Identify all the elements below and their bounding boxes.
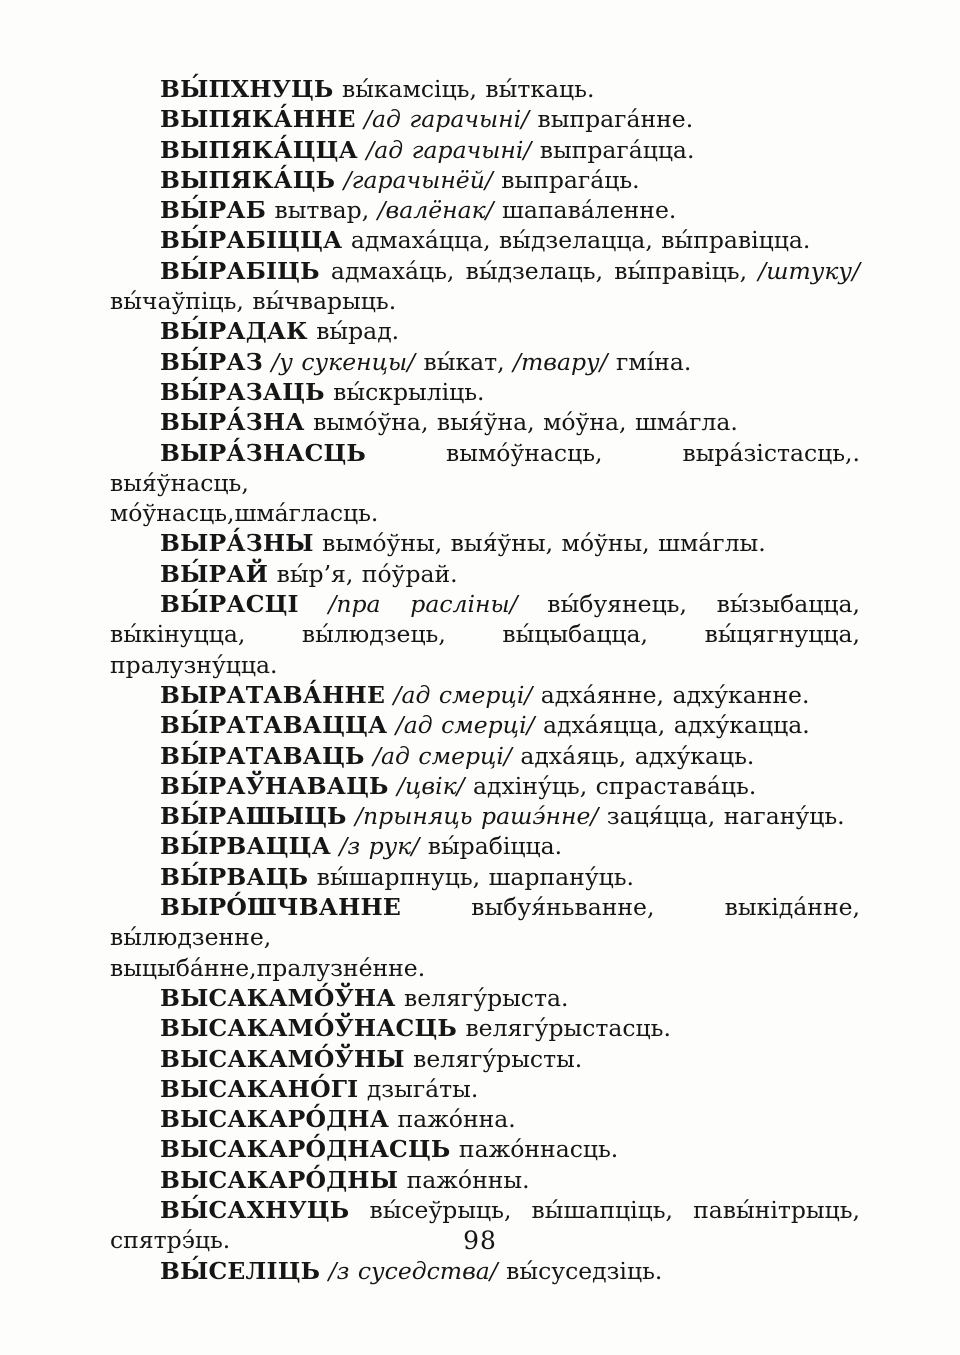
dictionary-entry — [110, 983, 860, 1013]
dictionary-entry — [110, 831, 860, 861]
definition-text: вымо́ўны, выя́ўны, мо́ўны, шма́глы. — [313, 529, 766, 558]
dictionary-entry — [110, 104, 860, 134]
entry-line — [110, 710, 860, 740]
headword: ВЫРА́ЗНА — [160, 408, 305, 437]
dictionary-entry — [110, 1165, 860, 1195]
headword: ВЫ́РАЗАЦЬ — [160, 377, 325, 406]
definition-text: вы́буянець, вы́зыбацца, — [517, 590, 860, 619]
headword: ВЫ́РАТАВАЦЬ — [160, 741, 365, 770]
headword: ВЫ́РАДАК — [160, 317, 308, 346]
entry-line — [110, 195, 860, 225]
dictionary-entry — [110, 316, 860, 346]
dictionary-entry — [110, 74, 860, 104]
definition-text: спятрэ́ць. — [110, 1226, 231, 1255]
dictionary-entry — [110, 377, 860, 407]
page-number: 98 — [463, 1226, 497, 1255]
headword: ВЫ́РАЎНАВАЦЬ — [160, 771, 389, 800]
definition-text: адха́яцца, адху́кацца. — [534, 711, 810, 740]
entry-line — [110, 316, 860, 346]
entry-line — [110, 104, 860, 134]
entry-line — [110, 831, 860, 861]
dictionary-entry — [110, 1013, 860, 1043]
usage-context: /у сукенцы/ — [262, 347, 416, 376]
entry-line — [110, 1044, 860, 1074]
headword: ВЫСАКАМО́ЎНАСЦЬ — [160, 1014, 457, 1043]
entry-line — [110, 983, 860, 1013]
entry-line — [110, 225, 860, 255]
entry-line — [110, 407, 860, 437]
definition-text: велягу́рыста. — [395, 983, 569, 1012]
usage-context: /прыняць рашэ́нне/ — [346, 802, 599, 831]
entry-line — [110, 286, 860, 316]
definition-text: вы́сеўрыць, вы́шапціць, павы́нітрыць, — [349, 1195, 860, 1224]
definition-text: адха́янне, адху́канне. — [532, 680, 810, 709]
dictionary-entry — [110, 559, 860, 589]
dictionary-entry — [110, 165, 860, 195]
definition-text: вымо́ўнасць, выра́зістасць,. выя́ўнасць, — [110, 438, 860, 497]
dictionary-entry — [110, 1256, 860, 1286]
headword: ВЫПЯКА́ЦЦА — [160, 135, 358, 164]
usage-context: /штуку/ — [747, 256, 860, 285]
definition-text: адхіну́ць, спрастава́ць. — [464, 771, 757, 800]
usage-context: /ад гарачыні/ — [355, 105, 530, 134]
headword: ВЫ́РАШЫЦЬ — [160, 802, 347, 831]
entry-line — [110, 165, 860, 195]
definition-text: гмі́на. — [607, 347, 692, 376]
definition-text: вы́р’я, по́ўрай. — [268, 559, 458, 588]
usage-context: /гарачынёй/ — [335, 165, 493, 194]
headword: ВЫ́РАСЦІ — [160, 590, 299, 619]
definition-text: вы́камсіць, вы́ткаць. — [333, 75, 595, 103]
definition-text: вымо́ўна, выя́ўна, мо́ўна, шма́гла. — [304, 408, 738, 437]
headword: ВЫРО́ШЧВАННЕ — [160, 893, 402, 922]
definition-text: заця́цца, нагану́ць. — [598, 802, 845, 831]
usage-context: /ад смерці/ — [364, 741, 512, 770]
definition-text: адмаха́цца, вы́дзелацца, вы́правіцца. — [342, 226, 811, 255]
headword: ВЫ́РАБІЦЬ — [160, 256, 320, 285]
entry-line — [110, 528, 860, 558]
usage-context: /валёнак/ — [369, 196, 494, 225]
definition-text: вы́чаўпіць, вы́чварыць. — [110, 287, 397, 316]
dictionary-entry — [110, 407, 860, 437]
dictionary-entry — [110, 1074, 860, 1104]
dictionary-entry — [110, 135, 860, 165]
entry-line — [110, 559, 860, 589]
entry-line — [110, 377, 860, 407]
definition-text: вы́рад. — [307, 317, 400, 346]
entry-line — [110, 1134, 860, 1164]
dictionary-entry — [110, 347, 860, 377]
dictionary-entry — [110, 892, 860, 983]
definition-text: выпрага́цца. — [531, 135, 695, 164]
headword: ВЫСАКАРО́ДНЫ — [160, 1165, 399, 1194]
headword: ВЫРА́ЗНЫ — [160, 529, 314, 558]
definition-text: вы́скрыліць. — [324, 377, 485, 406]
entry-line — [110, 862, 860, 892]
headword: ВЫ́РАЙ — [160, 559, 269, 588]
usage-context: /цвік/ — [388, 771, 465, 800]
headword: ВЫРА́ЗНАСЦЬ — [160, 438, 367, 467]
dictionary-entry — [110, 1104, 860, 1134]
definition-text: адха́яць, адху́каць. — [511, 741, 755, 770]
headword: ВЫПЯКА́ННЕ — [160, 105, 356, 134]
entry-line — [110, 741, 860, 771]
entry-line — [110, 619, 860, 680]
headword: ВЫ́РАТАВАЦЦА — [160, 711, 388, 740]
entry-line — [110, 892, 860, 953]
entry-line — [110, 256, 860, 286]
entry-line — [110, 801, 860, 831]
definition-text: вы́шарпнуць, шарпану́ць. — [308, 862, 635, 891]
definition-text: выцыба́нне,пралузне́нне. — [110, 953, 426, 982]
entry-line — [110, 1195, 860, 1225]
headword: ВЫ́САХНУЦЬ — [160, 1195, 350, 1224]
definition-text: выбуя́ньванне, выкіда́нне, вы́людзенне, — [110, 893, 860, 952]
usage-context: /пра расліны/ — [298, 590, 518, 619]
headword: ВЫСАКАРО́ДНА — [160, 1105, 390, 1134]
dictionary-entry — [110, 862, 860, 892]
definition-text: пажо́нна. — [389, 1105, 516, 1134]
definition-text: вы́суседзіць. — [497, 1256, 663, 1285]
dictionary-entry — [110, 801, 860, 831]
entry-line — [110, 1104, 860, 1134]
headword: ВЫПЯКА́ЦЬ — [160, 165, 336, 194]
dictionary-entry — [110, 1044, 860, 1074]
entry-line — [110, 135, 860, 165]
headword: ВЫ́РВАЦЬ — [160, 862, 309, 891]
usage-context: /ад смерці/ — [387, 711, 535, 740]
dictionary-entry — [110, 195, 860, 225]
entry-line — [110, 589, 860, 619]
entries-container — [110, 74, 860, 1286]
headword: ВЫ́СЕЛІЦЬ — [160, 1256, 321, 1285]
headword: ВЫ́РАБ — [160, 196, 266, 225]
entry-line — [110, 680, 860, 710]
dictionary-entry — [110, 771, 860, 801]
entry-line — [110, 347, 860, 377]
entry-line — [110, 1074, 860, 1104]
dictionary-entry — [110, 528, 860, 558]
entry-line — [110, 1256, 860, 1286]
definition-text: мо́ўнасць,шма́гласць. — [110, 499, 379, 528]
headword: ВЫ́РВАЦЦА — [160, 832, 331, 861]
usage-context: /ад смерці/ — [385, 680, 533, 709]
definition-text: выпрага́нне. — [529, 105, 694, 134]
definition-text: велягу́рысты. — [404, 1044, 583, 1073]
usage-context: /твару/ — [504, 347, 608, 376]
headword: ВЫСАКАМО́ЎНЫ — [160, 1044, 405, 1073]
usage-context: /з рук/ — [330, 832, 420, 861]
headword: ВЫ́РАЗ — [160, 347, 263, 376]
entry-line — [110, 953, 860, 983]
headword: ВЫ́РАБІЦЦА — [160, 226, 343, 255]
headword: ВЫ́ПХНУЦЬ — [160, 75, 334, 103]
definition-text: дзыга́ты. — [358, 1074, 479, 1103]
usage-context: /з суседства/ — [320, 1256, 498, 1285]
dictionary-entry — [110, 741, 860, 771]
dictionary-entry — [110, 225, 860, 255]
definition-text: вы́кат, — [415, 347, 505, 376]
definition-text: вы́рабіцца. — [419, 832, 563, 861]
dictionary-entry — [110, 589, 860, 680]
definition-text: пажо́нны. — [398, 1165, 530, 1194]
entry-line — [110, 438, 860, 499]
dictionary-entry — [110, 256, 860, 317]
entry-line — [110, 1165, 860, 1195]
definition-text: вытвар, — [266, 196, 370, 225]
definition-text: выпрага́ць. — [492, 165, 640, 194]
usage-context: /ад гарачыні/ — [357, 135, 532, 164]
headword: ВЫРАТАВА́ННЕ — [160, 680, 386, 709]
dictionary-entry — [110, 1134, 860, 1164]
dictionary-entry — [110, 710, 860, 740]
headword: ВЫСАКАНО́ГІ — [160, 1074, 359, 1103]
headword: ВЫСАКАМО́ЎНА — [160, 983, 396, 1012]
definition-text: вы́кінуцца, вы́людзець, вы́цыбацца, вы́цягнуцца, пралузну́цца. — [110, 620, 860, 679]
entry-line — [110, 74, 860, 104]
entry-line — [110, 1013, 860, 1043]
dictionary-entry — [110, 438, 860, 529]
definition-text: шапава́ленне. — [493, 196, 677, 225]
entry-line — [110, 771, 860, 801]
definition-text: велягу́рыстасць. — [456, 1014, 671, 1043]
definition-text: адмаха́ць, вы́дзелаць, вы́правіць, — [319, 256, 748, 285]
entry-line — [110, 498, 860, 528]
headword: ВЫСАКАРО́ДНАСЦЬ — [160, 1135, 451, 1164]
dictionary-entry — [110, 680, 860, 710]
definition-text: пажо́ннасць. — [450, 1135, 619, 1164]
